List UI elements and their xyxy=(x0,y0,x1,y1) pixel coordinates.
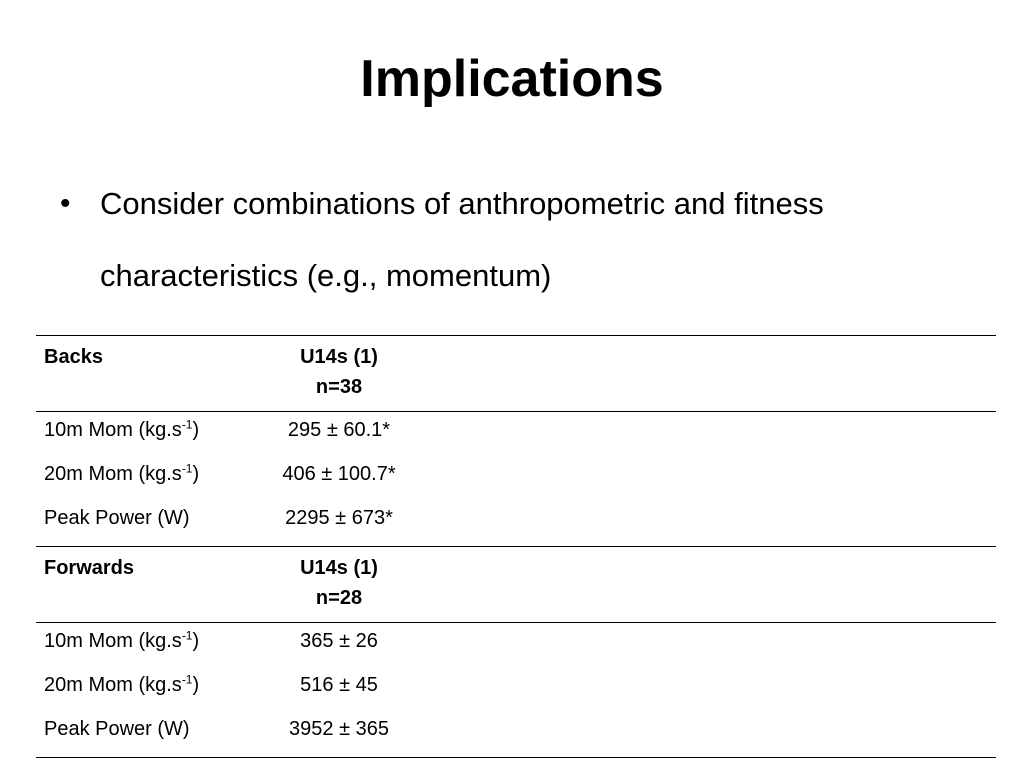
group-column-heading xyxy=(264,336,414,412)
bullet-dot-icon: • xyxy=(60,187,71,220)
empty-cell xyxy=(414,623,996,670)
empty-cell xyxy=(414,458,996,502)
sample-size: n=38 xyxy=(315,376,363,398)
column-label: U14s (1) xyxy=(300,346,378,368)
row-label: Peak Power (W) xyxy=(44,718,190,740)
row-label: 20m Mom $(kg.s^{-1})$ xyxy=(44,461,200,485)
row-label: Peak Power (W) xyxy=(44,507,190,529)
group-column-heading xyxy=(264,547,414,623)
row-label: 20m Mom $(kg.s^{-1})$ xyxy=(44,672,200,696)
row-value: 516 ± 45 xyxy=(300,674,378,696)
table-row xyxy=(36,713,996,758)
group-name: Backs xyxy=(44,346,103,368)
row-label: 10m Mom $(kg.s^{-1})$ xyxy=(44,417,200,441)
table-row xyxy=(36,502,996,547)
row-value: 2295 ± 673* xyxy=(285,507,393,529)
group-header-backs xyxy=(36,336,996,412)
row-value: 406 ± 100.7* xyxy=(282,463,396,485)
table-row xyxy=(36,623,996,670)
empty-cell xyxy=(414,713,996,758)
empty-cell xyxy=(414,336,996,412)
empty-cell xyxy=(414,412,996,459)
empty-cell xyxy=(414,669,996,713)
row-value: 3952 ± 365 xyxy=(289,718,389,740)
group-header-forwards xyxy=(36,547,996,623)
row-value: 295 ± 60.1* xyxy=(287,419,391,441)
column-label: U14s (1) xyxy=(300,557,378,579)
empty-cell xyxy=(414,502,996,547)
empty-cell xyxy=(414,547,996,623)
row-label: 10m Mom $(kg.s^{-1})$ xyxy=(44,628,200,652)
table-row xyxy=(36,669,996,713)
sample-size: n=28 xyxy=(315,587,363,609)
bullet-text: Consider combinations of anthropometric and fitness characteristics (e.g., momentum) xyxy=(100,186,824,293)
group-name: Forwards xyxy=(44,557,135,579)
row-value: 365 ± 26 xyxy=(300,630,378,652)
table-row xyxy=(36,458,996,502)
table-row xyxy=(36,412,996,459)
slide-title: Implications xyxy=(360,50,664,108)
momentum-table xyxy=(36,335,996,758)
